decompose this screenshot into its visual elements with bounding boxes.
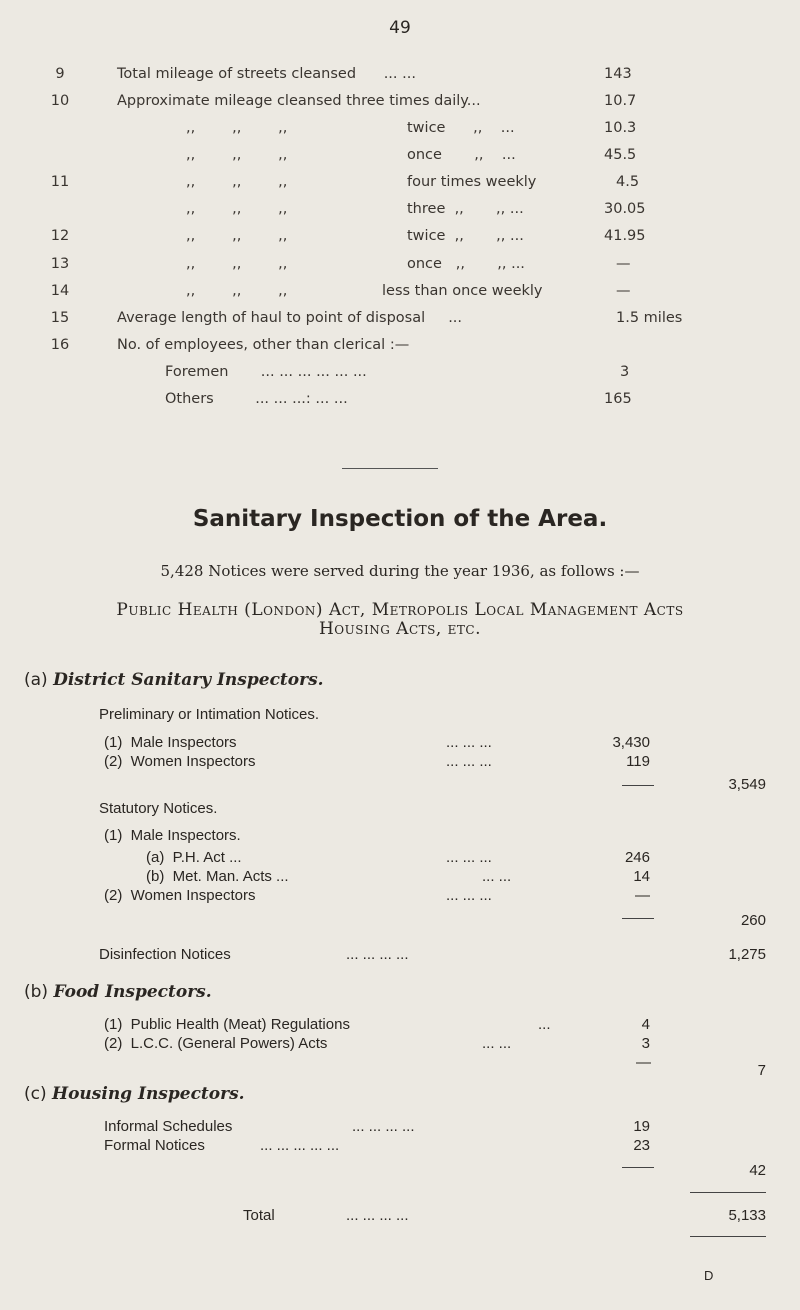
section-b-heading: (b) Food Inspectors. — [24, 982, 212, 1002]
table-row-dots: ... ... ... — [446, 753, 492, 770]
table-row-value: 1,275 — [728, 946, 766, 963]
total-dots: ... ... ... ... — [346, 1207, 409, 1224]
row-label: Foremen ... ... ... ... ... ... — [165, 364, 367, 380]
subtotal-value: 7 — [757, 1062, 766, 1079]
statutory-title: Statutory Notices. — [99, 800, 218, 817]
table-row-value: 3 — [641, 1035, 650, 1052]
row-number: 13 — [50, 256, 70, 272]
row-value: 10.7 — [604, 93, 637, 109]
row-value: 10.3 — [604, 120, 637, 136]
row-value: 3 — [620, 364, 630, 380]
table-row-dots: ... ... — [482, 868, 512, 885]
row-value: 143 — [604, 66, 632, 82]
subtotal-value: 3,549 — [728, 776, 766, 793]
ditto-marks: ,, ,, ,, — [186, 283, 288, 299]
ditto-marks: ,, ,, ,, — [186, 201, 288, 217]
table-row-value: 119 — [626, 753, 650, 770]
subtotal-value: 42 — [749, 1162, 766, 1179]
row-value: 41.95 — [604, 228, 646, 244]
subtotal-rule — [622, 918, 654, 919]
row-value: 45.5 — [604, 147, 637, 163]
row-label: Total mileage of streets cleansed ... ... — [117, 66, 416, 82]
row-label: three ,, ,, ... — [407, 201, 524, 217]
table-row-label: (b) Met. Man. Acts ... — [146, 868, 289, 885]
table-row-label: (2) L.C.C. (General Powers) Acts — [104, 1035, 328, 1052]
subtotal-rule — [622, 785, 654, 786]
acts-heading: Public Health (London) Act, Metropolis Local Management Acts — [116, 600, 684, 620]
section-a-heading: (a) District Sanitary Inspectors. — [24, 670, 324, 690]
total-value: 5,133 — [728, 1207, 766, 1224]
row-label: Average length of haul to point of disposal ... — [117, 310, 463, 326]
ditto-marks: ,, ,, ,, — [186, 228, 288, 244]
table-row-label: (2) Women Inspectors — [104, 887, 256, 904]
table-row-dots: ... ... — [482, 1035, 512, 1052]
row-value: 165 — [604, 391, 632, 407]
row-number: 14 — [50, 283, 70, 299]
table-row-value: 246 — [624, 849, 650, 866]
table-row-dots: ... ... ... ... — [352, 1118, 415, 1135]
table-row-dots: ... ... ... — [446, 887, 492, 904]
table-row-label: (2) Women Inspectors — [104, 753, 256, 770]
table-row-value: 14 — [633, 868, 650, 885]
intro-text: 5,428 Notices were served during the year 1936, as follows :— — [160, 562, 640, 580]
table-row-dots: ... ... ... ... ... — [260, 1137, 340, 1154]
row-number: 11 — [50, 174, 70, 190]
row-label: once ,, ,, ... — [407, 256, 525, 272]
subtotal-rule — [622, 1167, 654, 1168]
row-value: 1.5 miles — [616, 310, 683, 326]
row-label: twice ,, ,, ... — [407, 228, 524, 244]
table-row-label: (a) P.H. Act ... — [146, 849, 242, 866]
table-row-label: (1) Male Inspectors — [104, 734, 237, 751]
page-title: Sanitary Inspection of the Area. — [192, 506, 608, 532]
row-value: 30.05 — [604, 201, 646, 217]
row-number: 12 — [50, 228, 70, 244]
page-number: 49 — [389, 18, 411, 38]
row-number: 15 — [50, 310, 70, 326]
subtotal-dash: — — [636, 1054, 651, 1071]
table-row-dots: ... ... ... — [446, 734, 492, 751]
row-number: 9 — [55, 66, 65, 82]
total-rule-bottom — [690, 1236, 766, 1237]
table-row-dots: ... — [538, 1016, 551, 1033]
row-value: 4.5 — [616, 174, 640, 190]
table-row-value: 4 — [641, 1016, 650, 1033]
ditto-marks: ,, ,, ,, — [186, 174, 288, 190]
ditto-marks: ,, ,, ,, — [186, 120, 288, 136]
row-label: No. of employees, other than clerical :— — [117, 337, 410, 353]
table-row-label: Disinfection Notices — [99, 946, 231, 963]
acts-heading-2: Housing Acts, etc. — [318, 619, 482, 639]
row-label: twice ,, ... — [407, 120, 515, 136]
total-rule-top — [690, 1192, 766, 1193]
section-divider — [342, 468, 438, 469]
subtotal-value: 260 — [740, 912, 766, 929]
total-label: Total — [243, 1207, 275, 1224]
row-label: Others ... ... ...: ... ... — [165, 391, 348, 407]
row-label: less than once weekly — [382, 283, 543, 299]
row-label: once ,, ... — [407, 147, 516, 163]
footer-mark: D — [704, 1268, 714, 1283]
table-row-dots: ... ... ... — [446, 849, 492, 866]
section-c-heading: (c) Housing Inspectors. — [24, 1084, 245, 1104]
table-row-label: Formal Notices — [104, 1137, 205, 1154]
row-number: 16 — [50, 337, 70, 353]
table-row-label: Informal Schedules — [104, 1118, 233, 1135]
ditto-marks: ,, ,, ,, — [186, 256, 288, 272]
statutory-male: (1) Male Inspectors. — [104, 827, 241, 844]
row-label: Approximate mileage cleansed three times daily... — [117, 93, 481, 109]
row-label: four times weekly — [407, 174, 537, 190]
table-row-value: — — [635, 887, 650, 904]
table-row-label: (1) Public Health (Meat) Regulations — [104, 1016, 350, 1033]
ditto-marks: ,, ,, ,, — [186, 147, 288, 163]
table-row-value: 23 — [633, 1137, 650, 1154]
table-row-value: 3,430 — [612, 734, 650, 751]
table-row-value: 19 — [633, 1118, 650, 1135]
prelim-title: Preliminary or Intimation Notices. — [99, 706, 320, 723]
table-row-dots: ... ... ... ... — [346, 946, 409, 963]
row-value: — — [616, 283, 631, 299]
row-number: 10 — [50, 93, 70, 109]
row-value: — — [616, 256, 631, 272]
